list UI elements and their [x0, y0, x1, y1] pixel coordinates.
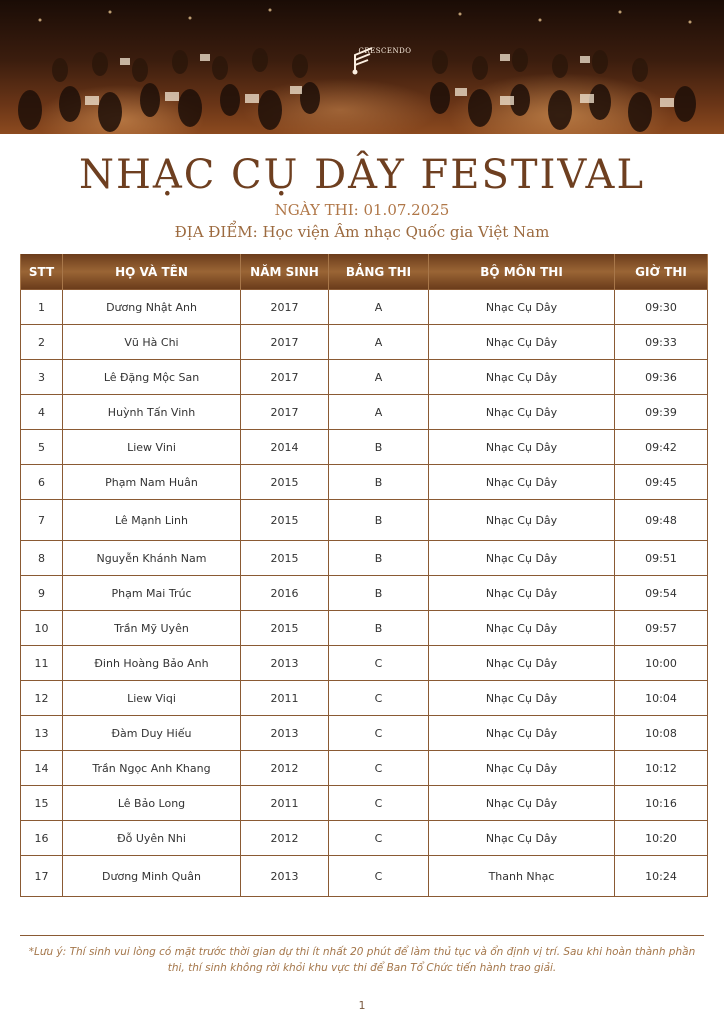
cell-time: 10:00 [615, 646, 708, 681]
cell-group: C [329, 681, 429, 716]
cell-subject: Nhạc Cụ Dây [429, 646, 615, 681]
cell-birth-year: 2017 [241, 360, 329, 395]
cell-time: 10:04 [615, 681, 708, 716]
table-row [21, 716, 708, 751]
cell-group: B [329, 430, 429, 465]
cell-time: 09:30 [615, 290, 708, 325]
cell-subject: Thanh Nhạc [429, 856, 615, 897]
cell-time: 09:45 [615, 465, 708, 500]
cell-stt: 7 [21, 500, 63, 541]
cell-stt: 10 [21, 611, 63, 646]
footnote: *Lưu ý: Thí sinh vui lòng có mặt trước thời gian dự thi ít nhất 20 phút để làm thủ tục và ổn định vị trí. Sau khi hoàn thành phần thi, thí sinh không rời khỏi khu vực thi để Ban Tổ Chức tiến hành trao giải. [28, 946, 696, 974]
cell-subject: Nhạc Cụ Dây [429, 576, 615, 611]
cell-time: 09:48 [615, 500, 708, 541]
cell-group: A [329, 360, 429, 395]
schedule-table [20, 254, 708, 897]
table-row [21, 576, 708, 611]
cell-birth-year: 2013 [241, 716, 329, 751]
cell-name: Vũ Hà Chi [63, 325, 241, 360]
cell-name: Nguyễn Khánh Nam [63, 541, 241, 576]
cell-time: 10:12 [615, 751, 708, 786]
cell-group: B [329, 500, 429, 541]
cell-stt: 1 [21, 290, 63, 325]
cell-stt: 4 [21, 395, 63, 430]
cell-stt: 2 [21, 325, 63, 360]
table-row [21, 541, 708, 576]
header-banner-photo [0, 0, 724, 134]
table-header-row [21, 254, 708, 290]
cell-name: Lê Bảo Long [63, 786, 241, 821]
cell-birth-year: 2016 [241, 576, 329, 611]
exam-location: ĐỊA ĐIỂM: Học viện Âm nhạc Quốc gia Việt Nam [174, 223, 550, 241]
cell-birth-year: 2012 [241, 751, 329, 786]
table-row [21, 821, 708, 856]
cell-stt: 11 [21, 646, 63, 681]
cell-name: Trần Mỹ Uyên [63, 611, 241, 646]
cell-time: 10:16 [615, 786, 708, 821]
cell-name: Liew Viqi [63, 681, 241, 716]
cell-name: Đinh Hoàng Bảo Anh [63, 646, 241, 681]
cell-subject: Nhạc Cụ Dây [429, 716, 615, 751]
cell-birth-year: 2015 [241, 541, 329, 576]
cell-name: Liew Vini [63, 430, 241, 465]
cell-time: 09:54 [615, 576, 708, 611]
cell-group: C [329, 821, 429, 856]
cell-subject: Nhạc Cụ Dây [429, 430, 615, 465]
cell-subject: Nhạc Cụ Dây [429, 611, 615, 646]
cell-time: 10:24 [615, 856, 708, 897]
table-row [21, 500, 708, 541]
cell-subject: Nhạc Cụ Dây [429, 325, 615, 360]
cell-birth-year: 2013 [241, 856, 329, 897]
cell-name: Dương Minh Quân [63, 856, 241, 897]
column-header-stt: STT [21, 254, 63, 290]
crescendo-logo [350, 45, 420, 55]
cell-birth-year: 2012 [241, 821, 329, 856]
table-row [21, 430, 708, 465]
cell-birth-year: 2011 [241, 681, 329, 716]
cell-stt: 12 [21, 681, 63, 716]
cell-stt: 6 [21, 465, 63, 500]
table-row [21, 646, 708, 681]
cell-time: 09:33 [615, 325, 708, 360]
table-row [21, 325, 708, 360]
cell-birth-year: 2015 [241, 500, 329, 541]
cell-stt: 16 [21, 821, 63, 856]
cell-subject: Nhạc Cụ Dây [429, 395, 615, 430]
cell-time: 09:51 [615, 541, 708, 576]
cell-subject: Nhạc Cụ Dây [429, 541, 615, 576]
cell-name: Đỗ Uyên Nhi [63, 821, 241, 856]
cell-birth-year: 2014 [241, 430, 329, 465]
cell-stt: 13 [21, 716, 63, 751]
cell-birth-year: 2015 [241, 611, 329, 646]
cell-birth-year: 2017 [241, 290, 329, 325]
cell-stt: 8 [21, 541, 63, 576]
cell-subject: Nhạc Cụ Dây [429, 360, 615, 395]
cell-stt: 3 [21, 360, 63, 395]
cell-birth-year: 2017 [241, 395, 329, 430]
table-body [21, 290, 708, 897]
table-row [21, 360, 708, 395]
cell-group: C [329, 786, 429, 821]
table-row [21, 681, 708, 716]
note-divider [20, 935, 704, 936]
column-header-time: GIỜ THI [615, 254, 708, 290]
cell-group: B [329, 541, 429, 576]
column-header-name: HỌ VÀ TÊN [63, 254, 241, 290]
table-row [21, 856, 708, 897]
table-row [21, 786, 708, 821]
cell-time: 09:57 [615, 611, 708, 646]
cell-subject: Nhạc Cụ Dây [429, 821, 615, 856]
cell-group: C [329, 856, 429, 897]
column-header-birth-year: NĂM SINH [241, 254, 329, 290]
cell-name: Đàm Duy Hiếu [63, 716, 241, 751]
cell-time: 10:08 [615, 716, 708, 751]
table-row [21, 611, 708, 646]
cell-group: B [329, 611, 429, 646]
cell-birth-year: 2013 [241, 646, 329, 681]
cell-time: 09:39 [615, 395, 708, 430]
cell-subject: Nhạc Cụ Dây [429, 290, 615, 325]
cell-name: Trần Ngọc Anh Khang [63, 751, 241, 786]
cell-subject: Nhạc Cụ Dây [429, 465, 615, 500]
table-row [21, 395, 708, 430]
cell-subject: Nhạc Cụ Dây [429, 500, 615, 541]
page-title: NHẠC CỤ DÂY FESTIVAL [78, 152, 646, 198]
column-header-subject: BỘ MÔN THI [429, 254, 615, 290]
cell-name: Huỳnh Tấn Vinh [63, 395, 241, 430]
cell-stt: 15 [21, 786, 63, 821]
cell-birth-year: 2011 [241, 786, 329, 821]
column-header-group: BẢNG THI [329, 254, 429, 290]
table-row [21, 751, 708, 786]
cell-group: B [329, 465, 429, 500]
cell-group: C [329, 716, 429, 751]
cell-subject: Nhạc Cụ Dây [429, 681, 615, 716]
cell-birth-year: 2017 [241, 325, 329, 360]
cell-birth-year: 2015 [241, 465, 329, 500]
cell-group: C [329, 646, 429, 681]
cell-group: A [329, 395, 429, 430]
cell-stt: 17 [21, 856, 63, 897]
cell-time: 10:20 [615, 821, 708, 856]
logo-text: CRESCENDO [358, 47, 412, 55]
cell-stt: 14 [21, 751, 63, 786]
cell-time: 09:42 [615, 430, 708, 465]
table-row [21, 465, 708, 500]
crescendo-logo-mark-icon [350, 45, 376, 75]
cell-group: B [329, 576, 429, 611]
cell-name: Lê Đặng Mộc San [63, 360, 241, 395]
cell-name: Phạm Mai Trúc [63, 576, 241, 611]
exam-date: NGÀY THI: 01.07.2025 [274, 201, 450, 219]
cell-subject: Nhạc Cụ Dây [429, 786, 615, 821]
cell-name: Dương Nhật Anh [63, 290, 241, 325]
cell-stt: 9 [21, 576, 63, 611]
cell-subject: Nhạc Cụ Dây [429, 751, 615, 786]
cell-group: A [329, 290, 429, 325]
cell-stt: 5 [21, 430, 63, 465]
page-number: 1 [358, 999, 366, 1012]
table-row [21, 290, 708, 325]
cell-name: Phạm Nam Huân [63, 465, 241, 500]
cell-name: Lê Mạnh Linh [63, 500, 241, 541]
cell-time: 09:36 [615, 360, 708, 395]
cell-group: A [329, 325, 429, 360]
cell-group: C [329, 751, 429, 786]
